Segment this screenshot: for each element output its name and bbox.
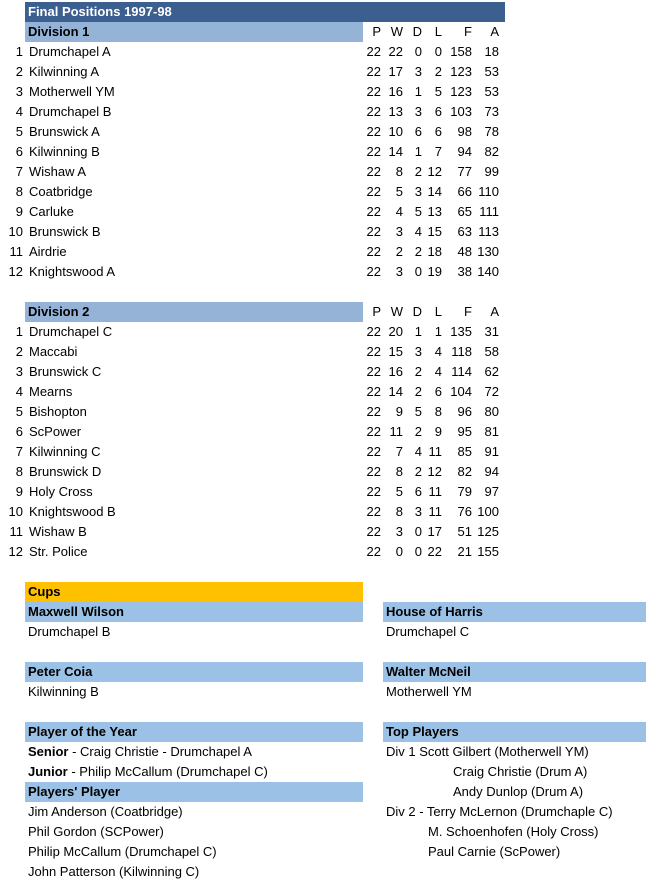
players-player-name: Philip McCallum (Drumchapel C)	[28, 844, 217, 859]
stat-cell-w: 11	[389, 424, 403, 439]
top-player-line: Div 1 Scott Gilbert (Motherwell YM)	[386, 744, 589, 759]
position-cell: 6	[15, 144, 23, 159]
stat-cell-l: 18	[427, 244, 442, 259]
stat-cell-p: 22	[366, 124, 381, 139]
position-cell: 7	[15, 164, 23, 179]
table-row	[0, 522, 646, 542]
stat-cell-a: 82	[484, 144, 499, 159]
maxwell-wilson-header: Maxwell Wilson	[25, 602, 363, 622]
stat-cell-l: 19	[427, 264, 442, 279]
table-row	[0, 422, 646, 442]
stat-cell-f: 65	[457, 204, 472, 219]
team-cell: Bishopton	[29, 404, 87, 419]
table-row	[0, 142, 646, 162]
stat-cell-p: 22	[366, 184, 381, 199]
stat-cell-f: 63	[457, 224, 472, 239]
senior-player-of-year	[25, 742, 252, 762]
house-of-harris-winner: Drumchapel C	[386, 624, 470, 639]
position-cell: 3	[15, 84, 23, 99]
walter-mcneil-header: Walter McNeil	[383, 662, 646, 682]
column-header-d: D	[412, 304, 422, 319]
table-row	[0, 362, 646, 382]
stat-cell-d: 3	[414, 64, 422, 79]
cups-header: Cups	[25, 582, 363, 602]
stat-cell-w: 22	[388, 44, 403, 59]
stat-cell-l: 17	[427, 524, 442, 539]
walter-mcneil-winner: Motherwell YM	[386, 684, 472, 699]
table-row	[0, 482, 646, 502]
table-row	[0, 122, 646, 142]
stat-cell-d: 3	[414, 184, 422, 199]
stat-cell-l: 11	[428, 484, 442, 499]
stat-cell-p: 22	[366, 444, 381, 459]
stat-cell-f: 94	[457, 144, 472, 159]
stat-cell-f: 76	[457, 504, 472, 519]
position-cell: 5	[15, 124, 23, 139]
stat-cell-w: 9	[395, 404, 403, 419]
stat-cell-d: 5	[414, 204, 422, 219]
house-of-harris-header: House of Harris	[383, 602, 646, 622]
position-cell: 1	[15, 324, 23, 339]
column-header-p: P	[372, 304, 381, 319]
top-player-line: M. Schoenhofen (Holy Cross)	[428, 824, 599, 839]
stat-cell-d: 2	[414, 464, 422, 479]
stat-cell-d: 6	[414, 124, 422, 139]
stat-cell-f: 51	[457, 524, 472, 539]
stat-cell-w: 8	[395, 464, 403, 479]
stat-cell-w: 13	[388, 104, 403, 119]
position-cell: 12	[8, 544, 23, 559]
senior-label: Senior	[28, 744, 69, 759]
stat-cell-f: 38	[457, 264, 472, 279]
stat-cell-l: 7	[434, 144, 442, 159]
stat-cell-w: 0	[395, 544, 403, 559]
stat-cell-l: 1	[434, 324, 442, 339]
stat-cell-w: 20	[388, 324, 403, 339]
maxwell-wilson-winner: Drumchapel B	[28, 624, 111, 639]
position-cell: 7	[15, 444, 23, 459]
stat-cell-w: 14	[388, 384, 403, 399]
column-header-p: P	[372, 24, 381, 39]
top-player-line: Craig Christie (Drum A)	[453, 764, 588, 779]
stat-cell-a: 91	[484, 444, 499, 459]
stat-cell-f: 95	[457, 424, 472, 439]
stat-cell-p: 22	[366, 104, 381, 119]
column-header-l: L	[434, 304, 442, 319]
stat-cell-a: 94	[484, 464, 499, 479]
stat-cell-f: 135	[450, 324, 472, 339]
stat-cell-w: 10	[388, 124, 403, 139]
stat-cell-f: 82	[457, 464, 472, 479]
stat-cell-w: 5	[395, 484, 403, 499]
players-player-header: Players' Player	[25, 782, 363, 802]
players-player-name: John Patterson (Kilwinning C)	[28, 864, 200, 879]
stat-cell-a: 125	[477, 524, 499, 539]
team-cell: Knightswood B	[29, 504, 116, 519]
stat-cell-f: 103	[450, 104, 472, 119]
stat-cell-a: 140	[477, 264, 499, 279]
stat-cell-f: 21	[457, 544, 472, 559]
position-cell: 10	[8, 504, 23, 519]
stat-cell-w: 8	[395, 504, 403, 519]
stat-cell-d: 0	[414, 44, 422, 59]
senior-text: - Craig Christie - Drumchapel A	[68, 744, 252, 759]
stat-cell-l: 6	[434, 104, 442, 119]
team-cell: Kilwinning A	[29, 64, 100, 79]
table-row	[0, 502, 646, 522]
stat-cell-w: 15	[388, 344, 403, 359]
division-1-column-headers	[363, 22, 505, 42]
team-cell: Wishaw A	[29, 164, 87, 179]
stat-cell-f: 118	[451, 344, 472, 359]
position-cell: 1	[15, 44, 23, 59]
stat-cell-w: 14	[388, 144, 403, 159]
stat-cell-f: 98	[457, 124, 472, 139]
stat-cell-a: 111	[479, 204, 499, 219]
stat-cell-a: 99	[484, 164, 499, 179]
players-player-name: Phil Gordon (SCPower)	[28, 824, 164, 839]
stat-cell-a: 18	[484, 44, 499, 59]
team-cell: Maccabi	[29, 344, 78, 359]
stat-cell-l: 4	[434, 344, 442, 359]
position-cell: 4	[15, 384, 23, 399]
table-row	[0, 542, 646, 562]
table-row	[0, 462, 646, 482]
stat-cell-p: 22	[366, 544, 381, 559]
stat-cell-p: 22	[366, 224, 381, 239]
stat-cell-l: 15	[427, 224, 442, 239]
players-player-name: Jim Anderson (Coatbridge)	[28, 804, 183, 819]
stat-cell-l: 13	[427, 204, 442, 219]
stat-cell-l: 6	[434, 124, 442, 139]
stat-cell-p: 22	[366, 144, 381, 159]
stat-cell-w: 16	[388, 84, 403, 99]
table-row	[0, 322, 646, 342]
stat-cell-a: 97	[484, 484, 499, 499]
stat-cell-w: 17	[388, 64, 403, 79]
stat-cell-a: 80	[484, 404, 499, 419]
top-player-line: Andy Dunlop (Drum A)	[453, 784, 584, 799]
column-header-w: W	[390, 304, 403, 319]
position-cell: 10	[8, 224, 23, 239]
stat-cell-p: 22	[366, 404, 381, 419]
stat-cell-d: 5	[414, 404, 422, 419]
stat-cell-w: 4	[395, 204, 403, 219]
stat-cell-d: 1	[414, 144, 422, 159]
column-header-a: A	[490, 304, 499, 319]
stat-cell-p: 22	[366, 364, 381, 379]
stat-cell-a: 31	[484, 324, 499, 339]
stat-cell-p: 22	[366, 424, 381, 439]
top-player-line: Paul Carnie (ScPower)	[428, 844, 561, 859]
division-2-header: Division 2	[25, 302, 363, 322]
stat-cell-l: 12	[427, 464, 442, 479]
stat-cell-a: 62	[484, 364, 499, 379]
stat-cell-p: 22	[366, 244, 381, 259]
stat-cell-a: 110	[478, 184, 499, 199]
team-cell: Drumchapel A	[29, 44, 111, 59]
stat-cell-f: 85	[457, 444, 472, 459]
stat-cell-a: 81	[484, 424, 499, 439]
stat-cell-a: 53	[484, 64, 499, 79]
stat-cell-w: 3	[395, 224, 403, 239]
stat-cell-d: 3	[414, 104, 422, 119]
stat-cell-f: 66	[457, 184, 472, 199]
table-row	[0, 442, 646, 462]
table-row	[0, 182, 646, 202]
stat-cell-l: 5	[434, 84, 442, 99]
team-cell: Coatbridge	[29, 184, 93, 199]
stat-cell-d: 3	[414, 504, 422, 519]
junior-label: Junior	[28, 764, 68, 779]
stat-cell-d: 2	[414, 384, 422, 399]
stat-cell-f: 104	[450, 384, 472, 399]
team-cell: Drumchapel C	[29, 324, 113, 339]
position-cell: 9	[15, 484, 23, 499]
stat-cell-a: 155	[477, 544, 499, 559]
stat-cell-d: 2	[414, 244, 422, 259]
stat-cell-a: 78	[484, 124, 499, 139]
stat-cell-w: 7	[395, 444, 403, 459]
stat-cell-a: 113	[478, 224, 499, 239]
top-players-header: Top Players	[383, 722, 646, 742]
peter-coia-winner: Kilwinning B	[28, 684, 99, 699]
stat-cell-w: 3	[395, 524, 403, 539]
stat-cell-f: 114	[451, 364, 472, 379]
team-cell: Brunswick B	[29, 224, 101, 239]
position-cell: 11	[9, 244, 23, 259]
stat-cell-w: 2	[395, 244, 403, 259]
stat-cell-d: 1	[414, 84, 422, 99]
stat-cell-a: 53	[484, 84, 499, 99]
table-row	[0, 222, 646, 242]
stat-cell-a: 100	[477, 504, 499, 519]
position-cell: 6	[15, 424, 23, 439]
stat-cell-d: 1	[414, 324, 422, 339]
table-row	[0, 262, 646, 282]
stat-cell-f: 123	[450, 84, 472, 99]
stat-cell-p: 22	[366, 324, 381, 339]
stat-cell-a: 73	[484, 104, 499, 119]
top-player-line: Div 2 - Terry McLernon (Drumchaple C)	[386, 804, 613, 819]
table-row	[0, 342, 646, 362]
stat-cell-l: 9	[434, 424, 442, 439]
stat-cell-l: 4	[434, 364, 442, 379]
stat-cell-w: 5	[395, 184, 403, 199]
table-row	[0, 62, 646, 82]
stat-cell-w: 3	[395, 264, 403, 279]
stat-cell-p: 22	[366, 344, 381, 359]
position-cell: 11	[9, 524, 23, 539]
column-header-f: F	[464, 24, 472, 39]
stat-cell-f: 158	[450, 44, 472, 59]
position-cell: 2	[15, 344, 23, 359]
division-2-column-headers	[363, 302, 505, 322]
table-row	[0, 42, 646, 62]
stat-cell-w: 8	[395, 164, 403, 179]
column-header-w: W	[390, 24, 403, 39]
stat-cell-a: 72	[484, 384, 499, 399]
team-cell: Wishaw B	[29, 524, 87, 539]
stat-cell-p: 22	[366, 44, 381, 59]
stat-cell-p: 22	[366, 484, 381, 499]
stat-cell-f: 96	[457, 404, 472, 419]
stat-cell-p: 22	[366, 504, 381, 519]
stat-cell-d: 0	[414, 544, 422, 559]
stat-cell-l: 22	[427, 544, 442, 559]
position-cell: 9	[15, 204, 23, 219]
position-cell: 3	[15, 364, 23, 379]
team-cell: Str. Police	[29, 544, 88, 559]
stat-cell-l: 11	[428, 444, 442, 459]
division-1-header: Division 1	[25, 22, 363, 42]
table-row	[0, 162, 646, 182]
position-cell: 8	[15, 184, 23, 199]
position-cell: 8	[15, 464, 23, 479]
team-cell: Kilwinning C	[29, 444, 101, 459]
stat-cell-p: 22	[366, 264, 381, 279]
team-cell: Carluke	[29, 204, 74, 219]
stat-cell-p: 22	[366, 464, 381, 479]
stat-cell-l: 11	[428, 504, 442, 519]
table-row	[0, 82, 646, 102]
stat-cell-p: 22	[366, 524, 381, 539]
stat-cell-d: 2	[414, 164, 422, 179]
stat-cell-d: 2	[414, 364, 422, 379]
stat-cell-a: 130	[477, 244, 499, 259]
team-cell: Motherwell YM	[29, 84, 115, 99]
column-header-a: A	[490, 24, 499, 39]
team-cell: ScPower	[29, 424, 82, 439]
stat-cell-d: 2	[414, 424, 422, 439]
stat-cell-w: 16	[388, 364, 403, 379]
team-cell: Drumchapel B	[29, 104, 112, 119]
player-of-year-header: Player of the Year	[25, 722, 363, 742]
table-row	[0, 202, 646, 222]
junior-text: - Philip McCallum (Drumchapel C)	[67, 764, 268, 779]
stat-cell-p: 22	[366, 164, 381, 179]
stat-cell-d: 0	[414, 264, 422, 279]
stat-cell-d: 4	[414, 444, 422, 459]
table-row	[0, 402, 646, 422]
team-cell: Brunswick D	[29, 464, 102, 479]
stat-cell-p: 22	[366, 84, 381, 99]
column-header-f: F	[464, 304, 472, 319]
stat-cell-p: 22	[366, 384, 381, 399]
column-header-d: D	[412, 24, 422, 39]
stat-cell-d: 3	[414, 344, 422, 359]
position-cell: 2	[15, 64, 23, 79]
table-row	[0, 382, 646, 402]
stat-cell-l: 0	[434, 44, 442, 59]
stat-cell-f: 79	[457, 484, 472, 499]
team-cell: Airdrie	[29, 244, 67, 259]
stat-cell-l: 8	[434, 404, 442, 419]
peter-coia-header: Peter Coia	[25, 662, 363, 682]
table-row	[0, 242, 646, 262]
position-cell: 5	[15, 404, 23, 419]
stat-cell-f: 77	[457, 164, 472, 179]
column-header-l: L	[434, 24, 442, 39]
stat-cell-l: 2	[434, 64, 442, 79]
junior-player-of-year	[25, 762, 268, 782]
team-cell: Brunswick C	[29, 364, 102, 379]
stat-cell-p: 22	[366, 204, 381, 219]
team-cell: Holy Cross	[29, 484, 93, 499]
stat-cell-l: 14	[427, 184, 442, 199]
team-cell: Knightswood A	[29, 264, 116, 279]
stat-cell-p: 22	[366, 64, 381, 79]
team-cell: Brunswick A	[29, 124, 100, 139]
page-title: Final Positions 1997-98	[25, 2, 505, 22]
stat-cell-f: 48	[457, 244, 472, 259]
stat-cell-f: 123	[450, 64, 472, 79]
position-cell: 12	[8, 264, 23, 279]
team-cell: Kilwinning B	[29, 144, 100, 159]
stat-cell-d: 4	[414, 224, 422, 239]
stat-cell-l: 12	[427, 164, 442, 179]
stat-cell-d: 6	[414, 484, 422, 499]
table-row	[0, 102, 646, 122]
stat-cell-a: 58	[484, 344, 499, 359]
team-cell: Mearns	[29, 384, 73, 399]
stat-cell-l: 6	[434, 384, 442, 399]
stat-cell-d: 0	[414, 524, 422, 539]
position-cell: 4	[15, 104, 23, 119]
